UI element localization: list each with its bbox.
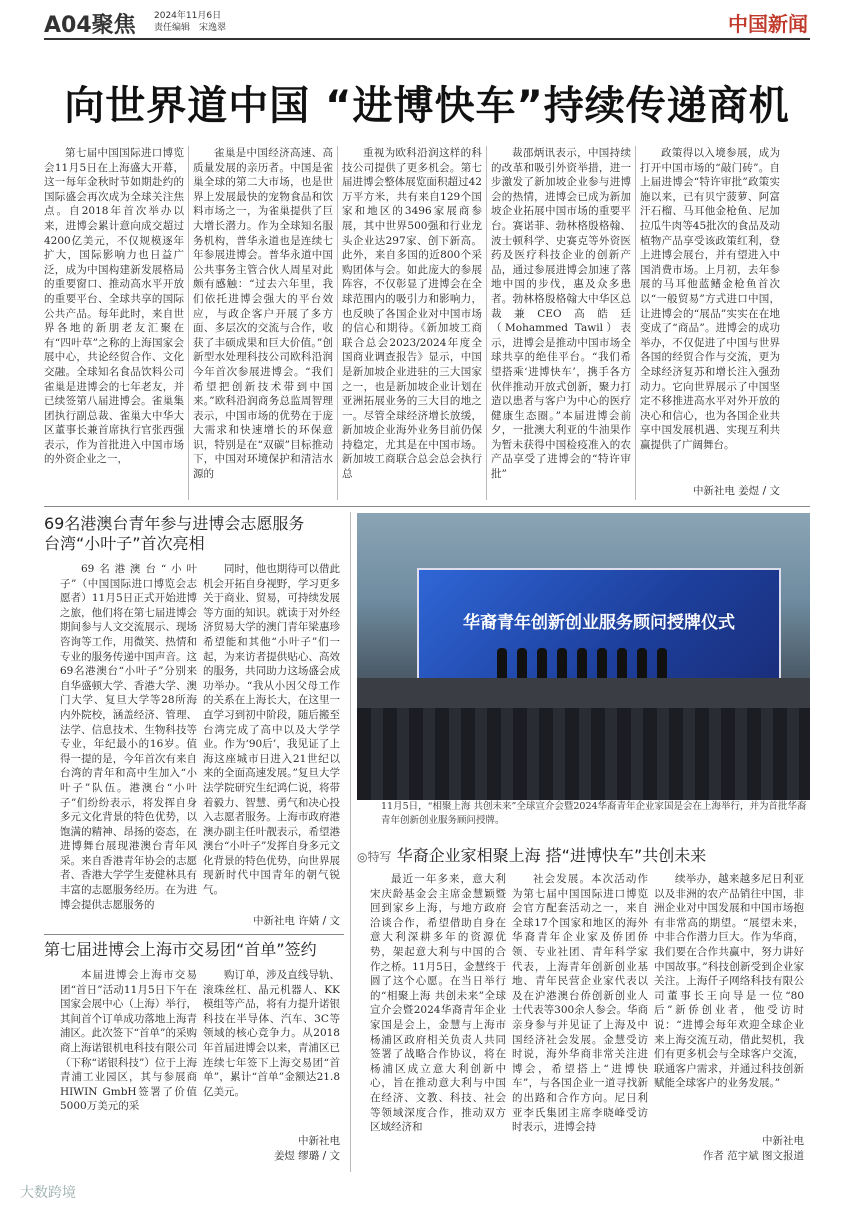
volunteer-article-title bbox=[44, 514, 344, 554]
issue-date: 2024年11月6日 bbox=[154, 11, 222, 21]
first-deal-article-title: 第七届进博会上海市交易团“首单”签约 bbox=[44, 940, 317, 959]
watermark: 大数跨境 bbox=[20, 1185, 76, 1201]
volunteer-credit: 中新社电 许婧 / 文 bbox=[252, 915, 340, 927]
column-divider bbox=[350, 512, 351, 1172]
header-divider bbox=[44, 38, 810, 40]
feature-column-1: 最近一年多来，意大利宋庆龄基金会主席金慧颖暨回到家乡上海，与地方政府洽谈合作，希望借助自身在意大利深耕多年的资源优势，架起意大利与中国的合作之桥。11月5日，金慧终于圆了这个心愿。在当日举行的“相聚上海 共创未来”全球宣介会暨2024华裔青年企业家国是会上，金慧与上海市杨浦区政府相关负责人共同签署了战略合作协议，将在杨浦区成立意大利创新中心，旨在推动意大利与中国在经济、文教、科技、社会等领域深度合作，推动双方区域经济和 bbox=[370, 873, 506, 1134]
editor-credit: 责任编辑 宋逸翠 bbox=[154, 23, 227, 33]
ceremony-photo bbox=[357, 513, 810, 800]
masthead-logo: 中国新闻 bbox=[728, 12, 808, 36]
photo-caption: 11月5日，“相聚上海 共创未来”全球宣介会暨2024华裔青年企业家国是会在上海举行，并为首批华裔青年创新创业服务顾问授牌。 bbox=[381, 801, 807, 826]
volunteer-column-2: 同时，他也期待可以借此机会开拓自身视野，学习更多关于商业、贸易，可持续发展等方面的知识。就读于对外经济贸易大学的澳门青年梁惠珍希望能和其他“小叶子”们一起，为来访者提供贴心、高效的服务，共同助力这场盛会成功举办。“我从小因父母工作的关系在上海长大，在这里一直学习到初中阶段，随后搬至台湾完成了高中以及大学学业。作为‘90后’，我见证了上海这座城市日进入21世纪以来的全面高速发展。”复旦大学法学院研究生纪鸿仁说，将带着毅力、智慧、勇气和决心投入志愿者服务。上海市政府港澳办副主任叶靓表示，希望港澳台“小叶子”发挥自身多元文化背景的特色优势，向世界展现新时代中国青年的朝气锐气。 bbox=[203, 563, 340, 897]
section-divider bbox=[44, 934, 344, 935]
title-line-2: 台湾“小叶子”首次亮相 bbox=[44, 534, 205, 553]
feature-column-3: 续举办，越来越多尼日利亚以及非洲的农产品销往中国，非洲企业对中国发展和中国市场抱有非常高的期望。“展望未来，中非合作潜力巨大。作为华商，我们要在合作共赢中，努力讲好中国故事。”科技创新受到企业家关注。上海仟子网络科技有限公司董事长王向导是一位“80后”新侨创业者，他受访时说：“进博会每年欢迎全球企业来上海交流互动，借此契机，我们有更多机会与全球客户交流，联通客户需求，并通过科技创新赋能全球客户的业务发展。” bbox=[654, 873, 804, 1090]
section-divider bbox=[44, 506, 810, 507]
column-divider bbox=[337, 146, 338, 500]
credit-line-1: 中新社电 bbox=[762, 1135, 804, 1147]
header-date bbox=[154, 10, 226, 34]
first-deal-column-2: 购订单，涉及直线导轨、滚珠丝杠、晶元机器人、KK模组等产品，将有力提升诺银科技在半导体、汽车、3C等领域的核心竞争力。从2018年首届进博会以来，青浦区已连续七年签下上海交易团“首单”，累计“首单”金额达21.8亿美元。 bbox=[203, 969, 340, 1098]
column-divider bbox=[635, 146, 636, 500]
page-code: A04聚焦 bbox=[44, 13, 136, 38]
first-deal-column-1: 本届进博会上海市交易团“首日”活动11月5日下午在国家会展中心（上海）举行，其间首个订单成功落地上海青浦区。此次签下“首单”的采购商上海诺银机电科技有限公司（下称“诺银科技”）位于上海青浦工业园区，其与参展商HIWIN GmbH签署了价值5000万美元的采 bbox=[60, 969, 197, 1113]
main-column-5: 政策得以入境参展，成为打开中国市场的“敲门砖”。自上届进博会“特许审批”政策实施以来，已有贝宁菠萝、阿富汗石榴、马耳他金枪鱼、尼加拉瓜牛肉等45批次的食品及动植物产品享受该政策红利，登上进博会展台，并有望进入中国消费市场。上月初，去年参展的马耳他蓝鳍金枪鱼首次以“一般贸易”方式进口中国，让进博会的“展品”实实在在地变成了“商品”。进博会的成功举办，不仅促进了中国与世界各国的经贸合作与交流，更为全球经济复苏和增长注入强劲动力。它向世界展示了中国坚定不移推进高水平对外开放的决心和信心，也为各国企业共享中国发展机遇、实现互利共赢提供了广阔舞台。 bbox=[640, 147, 780, 451]
first-deal-credit bbox=[203, 1134, 340, 1168]
main-column-2: 雀巢是中国经济高速、高质量发展的亲历者。中国是雀巢全球的第二大市场，也是世界上发展最快的宠物食品和饮料市场之一，为雀巢提供了巨大增长潜力。作为全球知名服务机构，普华永道也是连续七年参展进博会。普华永道中国公共事务主管合伙人周星对此颇有感触：“过去六年里，我们依托进博会强大的平台效应，与政企客户开展了多方面、多层次的交流与合作，收获了丰硕成果和巨大价值。”创新型水处理科技公司欧科沿润今年首次参展进博会。“我们希望把创新技术带到中国来。”欧科沿润商务总监周智理表示，中国市场的优势在于庞大需求和快速增长的环保意识，特别是在“双碳”目标推动下，中国对环境保护和清洁水源的 bbox=[193, 147, 333, 481]
main-credit: 中新社电 姜煜 / 文 bbox=[692, 485, 780, 497]
column-divider bbox=[188, 146, 189, 500]
main-column-3: 重视为欧科沿润这样的科技公司提供了更多机会。第七届进博会整体展览面积超过42万平方米，共有来自129个国家和地区的3496家展商参展，其中世界500强和行业龙头企业达297家、创下新高。此外，来自多国的近800个采购团体与会。如此庞大的参展阵容，不仅彰显了进博会在全球范围内的吸引力和影响力，也反映了各国企业对中国市场的信心和期待。《新加坡工商联合总会2023/2024年度全国商业调查报告》显示，中国是新加坡企业进驻的三大国家之一，也是新加坡企业计划在亚洲拓展业务的三大目的地之一。尽管全球经济增长放缓，新加坡企业海外业务目前仍保持稳定，尤其是在中国市场。新加坡工商联合总会总会执行总 bbox=[342, 147, 482, 481]
feature-credit bbox=[654, 1134, 804, 1168]
screen-title: 华裔青年创新创业服务顾问授牌仪式 bbox=[463, 613, 735, 633]
main-column-1: 第七届中国国际进口博览会11月5日在上海盛大开幕，这一每年金秋时节如期赴约的国际盛会再次成为全球关注焦点。自2018年首次举办以来，进博会累计意向成交超过4200亿美元，不仅规模逐年扩大，国际影响力也日益广泛，成为中国构建新发展格局的重要窗口、推动高水平开放的重要平台、全球共享的国际公共产品。每年此时，来自世界各地的新朋老友汇聚在有“四叶草”之称的上海国家会展中心，共论经贸合作、文化交融。全球知名食品饮料公司雀巢是进博会的七年老友，并已续签第八届进博会。雀巢集团执行副总裁、雀巢大中华大区董事长兼首席执行官张西强表示，作为首批进入中国市场的外资企业之一， bbox=[44, 147, 184, 466]
column-divider bbox=[486, 146, 487, 500]
feature-article-header bbox=[357, 846, 810, 867]
volunteer-column-1: 69名港澳台“小叶子”（中国国际进口博览会志愿者）11月5日正式开始进博之旅，他们将在第七届进博会期间参与人文交流展示、现场咨询等工作，用微笑、热情和专业的服务传递中国声音。这69名港澳台“小叶子”分别来自华盛顿大学、香港大学、澳门大学、复旦大学等28所海内外院校，涵盖经济、管理、法学、信息技术、生物科技等专业，年纪最小的16岁。值得一提的是，今年首次有来自台湾的青年和高中生加入“小叶子”队伍。港澳台“小叶子”们纷纷表示，将发挥自身多元文化背景的特色优势，以饱满的精神、昂扬的姿态，在进博舞台展现港澳台青年风采。来自香港青年协会的志愿者、香港大学学生麦健林具有丰富的志愿服务经历。在为进博会提供志愿服务的 bbox=[60, 563, 197, 911]
feature-tag: ◎特写 bbox=[357, 850, 392, 864]
feature-article-title: 华裔企业家相聚上海 搭“进博快车”共创未来 bbox=[396, 846, 707, 865]
credit-line-2: 作者 范宇斌 图文报道 bbox=[702, 1149, 804, 1162]
feature-column-2: 社会发展。本次活动作为第七届中国国际进口博览会官方配套活动之一，来自全球17个国家和地区的海外华裔青年企业家及侨团侨领、专业社团、青年科学家代表，上海青年创新创业基地、青年民营企业家代表以及在沪港澳台侨创新创业人士代表等300余人参会。华商亲身参与并见证了上海及中国经济社会发展。金慧受访时说，海外华商非常关注进博会，希望搭上“进博快车”，与各国企业一道寻找新的出路和合作方向。尼日利亚李氏集团主席李晓峰受访时表示，进博会持 bbox=[512, 873, 648, 1134]
credit-line-2: 姜煜 缪璐 / 文 bbox=[273, 1149, 340, 1162]
page-headline: 向世界道中国 “进博快车”持续传递商机 bbox=[64, 83, 790, 129]
title-line-1: 69名港澳台青年参与进博会志愿服务 bbox=[44, 514, 305, 533]
credit-line-1: 中新社电 bbox=[298, 1135, 340, 1147]
stage bbox=[357, 678, 810, 708]
main-column-4: 裁邵炳讯表示，中国持续的改革和吸引外资举措，进一步激发了新加坡企业参与进博会的热情，进博会已成为新加坡企业拓展中国市场的重要平台。赛诺菲、勃林格殷格翰、波士顿科学、史赛克等外资医药及医疗科技企业的创新产品，通过参展进博会加速了落地中国的步伐，惠及众多患者。勃林格殷格翰大中华区总裁兼CEO高皓廷（Mohammed Tawil）表示，进博会是推动中国市场全球共享的绝佳平台。“我们希望搭乘‘进博快车’，携手各方伙伴推动开放式创新，聚力打造以患者与客户为中心的医疗健康生态圈。”本届进博会前夕，一批澳大利亚的牛油果作为暂未获得中国检疫准入的农产品享受了进博会的“特许审批” bbox=[491, 147, 631, 481]
audience bbox=[357, 708, 810, 800]
